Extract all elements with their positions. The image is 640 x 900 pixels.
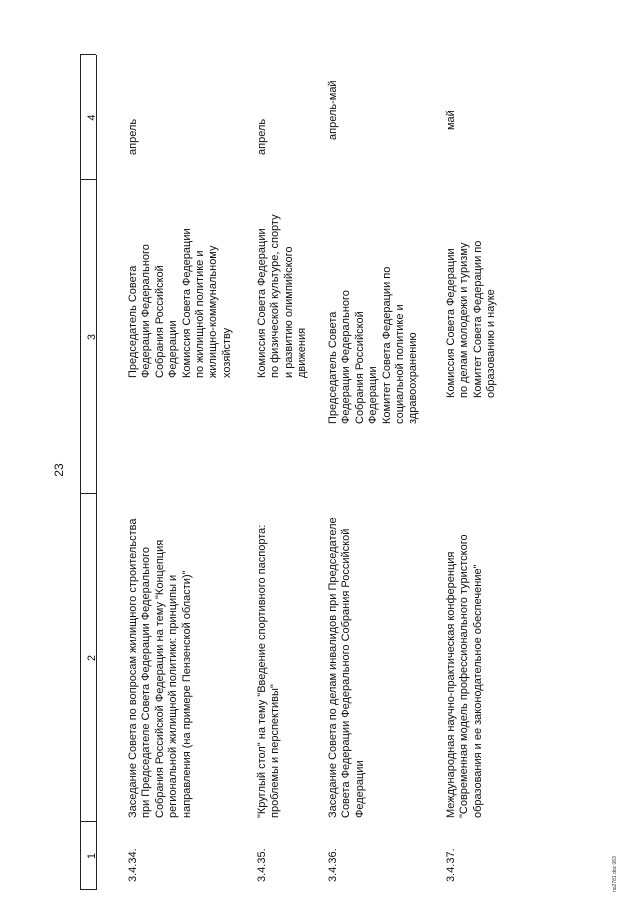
row-title: "Круглый стол" на тему "Введение спортивного паспорта: проблемы и перспективы"	[256, 524, 282, 818]
row-organizer: Председатель Совета Федерации Федерального Собрания Российской Федерации Комитет Совета Федерации по социальной политике и здравоохранению	[327, 266, 420, 424]
row-number: 3.4.37.	[445, 848, 457, 882]
row-date: апрель	[256, 118, 268, 155]
column-number-4: 4	[86, 114, 98, 121]
column-number-3: 3	[86, 333, 98, 341]
row-organizer: Комиссия Совета Федерации по физической культуре, спорту и развитию олимпийского движения	[256, 214, 309, 378]
row-number: 3.4.35.	[256, 848, 268, 882]
column-number-1: 1	[86, 852, 98, 860]
table-top-border	[80, 55, 81, 890]
row-date: апрель	[127, 118, 139, 155]
row-organizer: Председатель Совета Федерации Федерального Собрания Российской Федерации Комиссия Совета Федерации по жилищной политике и жилищно-коммунальному хозяйству	[127, 228, 233, 378]
row-title: Международная научно-практическая конференция "Современная модель профессионального туристского образования и ее законодательное обеспечение"	[445, 534, 484, 818]
page-number: 23	[52, 463, 66, 477]
footer-file-code: nо2781.doc 063	[612, 856, 618, 892]
row-title: Заседание Совета по делам инвалидов при Председателе Совета Федерации Федерального Собрания Российской Федерации	[327, 517, 366, 818]
row-date: май	[445, 110, 457, 130]
row-title: Заседание Совета по вопросам жилищного строительства при Председателе Совета Федерации Федерального Собрания Российской Федерации на тему "Концепция региональной жилищной политики: принципы и направления (на примере Пензенской области)"	[127, 518, 193, 818]
row-number: 3.4.34.	[127, 848, 139, 882]
row-organizer: Комиссия Совета Федерации по делам молодежи и туризму Комитет Совета Федерации по образованию и науке	[445, 240, 498, 398]
row-number: 3.4.36.	[327, 848, 339, 882]
column-number-2: 2	[86, 654, 98, 662]
row-date: апрель-май	[327, 80, 339, 140]
